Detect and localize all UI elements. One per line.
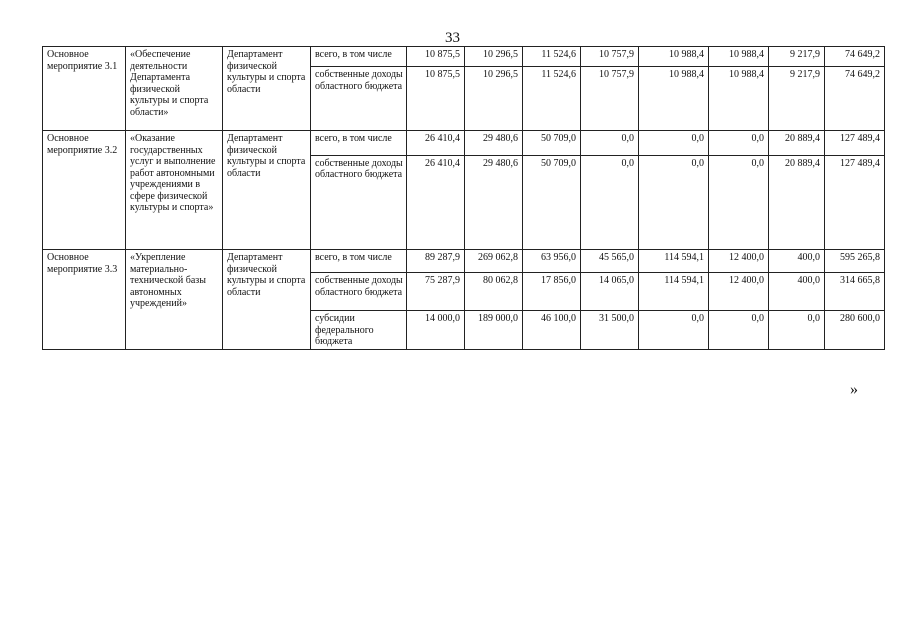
- executor-cell: Департамент физической культуры и спорта области: [223, 250, 311, 350]
- source-cell: всего, в том числе: [311, 250, 407, 273]
- value-cell: 63 956,0: [523, 250, 581, 273]
- value-cell: 11 524,6: [523, 67, 581, 131]
- value-cell: 14 000,0: [407, 311, 465, 350]
- value-cell: 20 889,4: [769, 131, 825, 156]
- value-cell: 26 410,4: [407, 155, 465, 249]
- value-cell: 0,0: [769, 311, 825, 350]
- value-cell: 17 856,0: [523, 273, 581, 311]
- value-cell: 45 565,0: [581, 250, 639, 273]
- activity-cell: Основное мероприятие 3.3: [43, 250, 126, 350]
- value-cell: 9 217,9: [769, 67, 825, 131]
- value-cell: 127 489,4: [825, 131, 885, 156]
- table-row: [43, 47, 885, 67]
- value-cell: 12 400,0: [709, 250, 769, 273]
- source-cell: собственные доходы областного бюджета: [311, 67, 407, 131]
- page-number: 33: [445, 30, 460, 46]
- value-cell: 50 709,0: [523, 155, 581, 249]
- value-cell: 127 489,4: [825, 155, 885, 249]
- value-cell: 269 062,8: [465, 250, 523, 273]
- activity-name-cell: «Укрепление материально-технической базы автономных учреждений»: [126, 250, 223, 350]
- table-row: [43, 131, 885, 156]
- value-cell: 189 000,0: [465, 311, 523, 350]
- value-cell: 11 524,6: [523, 47, 581, 67]
- closing-quote: »: [850, 381, 858, 398]
- value-cell: 0,0: [639, 311, 709, 350]
- executor-cell: Департамент физической культуры и спорта области: [223, 47, 311, 131]
- source-cell: всего, в том числе: [311, 47, 407, 67]
- executor-cell: Департамент физической культуры и спорта области: [223, 131, 311, 250]
- value-cell: 10 757,9: [581, 67, 639, 131]
- value-cell: 0,0: [581, 155, 639, 249]
- activity-name-cell: «Оказание государственных услуг и выполнение работ автономными учреждениями в сфере физической культуры и спорта»: [126, 131, 223, 250]
- activity-cell: Основное мероприятие 3.2: [43, 131, 126, 250]
- value-cell: 10 988,4: [709, 67, 769, 131]
- value-cell: 0,0: [709, 155, 769, 249]
- value-cell: 10 988,4: [639, 67, 709, 131]
- value-cell: 0,0: [709, 131, 769, 156]
- value-cell: 31 500,0: [581, 311, 639, 350]
- source-cell: субсидии федерального бюджета: [311, 311, 407, 350]
- value-cell: 0,0: [639, 155, 709, 249]
- value-cell: 46 100,0: [523, 311, 581, 350]
- value-cell: 280 600,0: [825, 311, 885, 350]
- table-row: [43, 250, 885, 273]
- value-cell: 9 217,9: [769, 47, 825, 67]
- source-cell: собственные доходы областного бюджета: [311, 273, 407, 311]
- value-cell: 10 757,9: [581, 47, 639, 67]
- value-cell: 0,0: [709, 311, 769, 350]
- value-cell: 74 649,2: [825, 67, 885, 131]
- source-cell: собственные доходы областного бюджета: [311, 155, 407, 249]
- value-cell: 0,0: [581, 131, 639, 156]
- value-cell: 50 709,0: [523, 131, 581, 156]
- activity-name-cell: «Обеспечение деятельности Департамента физической культуры и спорта области»: [126, 47, 223, 131]
- value-cell: 10 875,5: [407, 67, 465, 131]
- value-cell: 12 400,0: [709, 273, 769, 311]
- value-cell: 114 594,1: [639, 250, 709, 273]
- source-cell: всего, в том числе: [311, 131, 407, 156]
- value-cell: 10 296,5: [465, 47, 523, 67]
- value-cell: 10 988,4: [709, 47, 769, 67]
- value-cell: 114 594,1: [639, 273, 709, 311]
- value-cell: 29 480,6: [465, 155, 523, 249]
- value-cell: 10 296,5: [465, 67, 523, 131]
- value-cell: 595 265,8: [825, 250, 885, 273]
- value-cell: 89 287,9: [407, 250, 465, 273]
- value-cell: 80 062,8: [465, 273, 523, 311]
- value-cell: 29 480,6: [465, 131, 523, 156]
- value-cell: 75 287,9: [407, 273, 465, 311]
- value-cell: 400,0: [769, 273, 825, 311]
- value-cell: 314 665,8: [825, 273, 885, 311]
- value-cell: 10 875,5: [407, 47, 465, 67]
- value-cell: 14 065,0: [581, 273, 639, 311]
- value-cell: 20 889,4: [769, 155, 825, 249]
- value-cell: 74 649,2: [825, 47, 885, 67]
- value-cell: 10 988,4: [639, 47, 709, 67]
- value-cell: 400,0: [769, 250, 825, 273]
- funding-table: [42, 46, 885, 350]
- activity-cell: Основное мероприятие 3.1: [43, 47, 126, 131]
- value-cell: 26 410,4: [407, 131, 465, 156]
- value-cell: 0,0: [639, 131, 709, 156]
